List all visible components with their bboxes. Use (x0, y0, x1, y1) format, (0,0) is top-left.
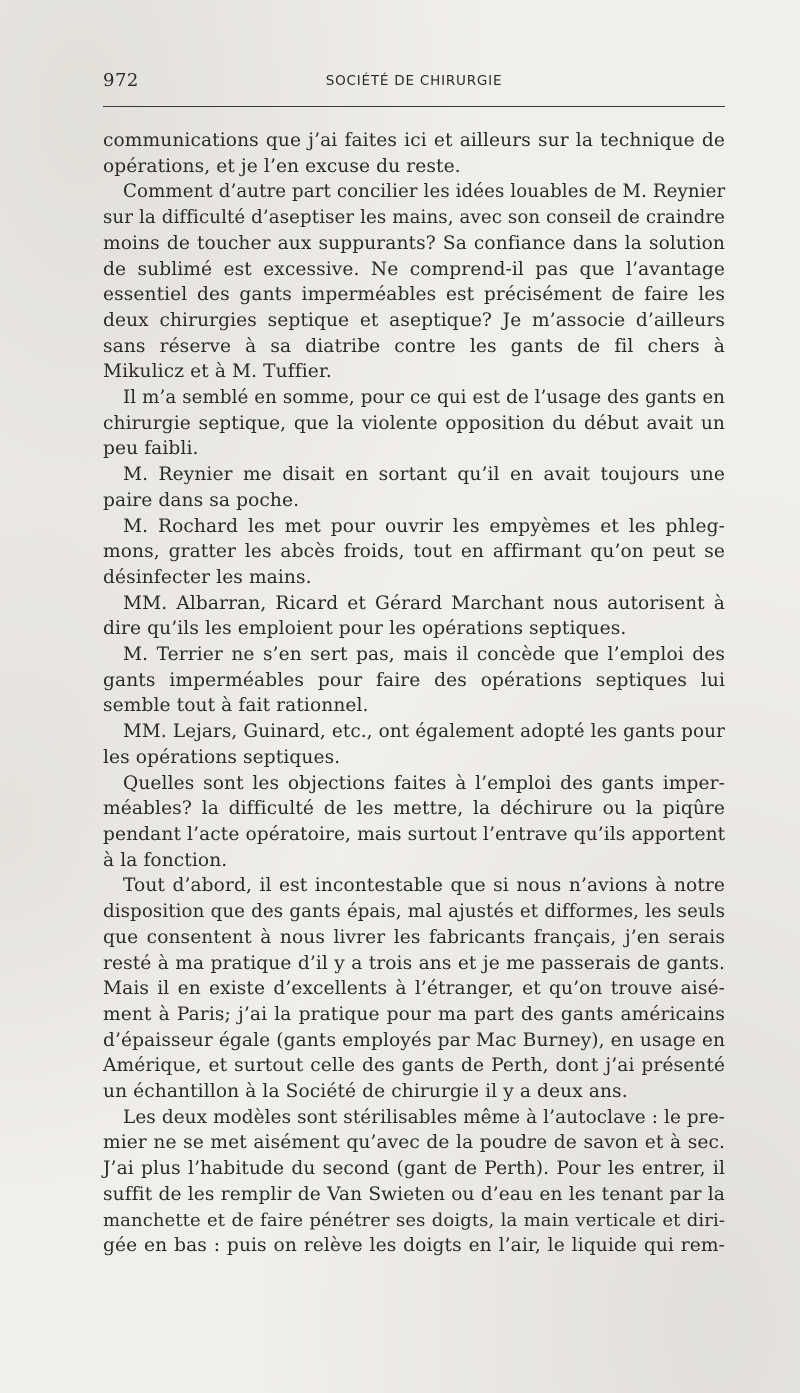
text-line: J’ai plus l’habitude du second (gant de Perth). Pour les entrer, il (103, 1158, 725, 1180)
text-line: M. Terrier ne s’en sert pas, mais il concède que l’emploi des (123, 644, 725, 666)
text-line: mier ne se met aisément qu’avec de la poudre de savon et à sec. (103, 1132, 725, 1154)
text-line: resté à ma pratique d’il y a trois ans et je me passerais de gants. (103, 952, 725, 974)
text-line: moins de toucher aux suppurants? Sa confiance dans la solution (103, 232, 725, 254)
text-line: Comment d’autre part concilier les idées louables de M. Reynier (123, 181, 726, 203)
text-line: un échantillon à la Société de chirurgie il y a deux ans. (103, 1081, 628, 1103)
text-line: deux chirurgies septique et aseptique? Je m’associe d’ailleurs (103, 309, 725, 331)
page-number: 972 (103, 70, 139, 91)
text-line: Mikulicz et à M. Tuffier. (103, 361, 332, 383)
text-line: communications que j’ai faites ici et ailleurs sur la technique de (103, 130, 725, 151)
text-line: de sublimé est excessive. Ne comprend-il pas que l’avantage (103, 258, 725, 280)
text-line: M. Rochard les met pour ouvrir les empyèmes et les phleg- (123, 515, 725, 537)
text-line: pendant l’acte opératoire, mais surtout l’entrave qu’ils apportent (103, 823, 726, 845)
text-line: essentiel des gants imperméables est précisément de faire les (103, 284, 725, 306)
text-line: à la fonction. (103, 849, 228, 871)
body-text (103, 128, 725, 1259)
text-line: méables? la difficulté de les mettre, la déchirure ou la piqûre (103, 798, 725, 820)
text-line: mons, gratter les abcès froids, tout en affirmant qu’on peut se (103, 541, 725, 563)
text-line: chirurgie septique, que la violente opposition du début avait un (103, 412, 725, 434)
text-line: dire qu’ils les emploient pour les opérations septiques. (103, 618, 627, 640)
text-line: paire dans sa poche. (103, 489, 300, 511)
text-line: MM. Lejars, Guinard, etc., ont également adopté les gants pour (123, 721, 725, 743)
page-header (103, 62, 725, 96)
text-line: sur la difficulté d’aseptiser les mains, avec son conseil de craindre (103, 207, 725, 229)
text-line: d’épaisseur égale (gants employés par Mac Burney), en usage en (103, 1029, 726, 1051)
text-line: Tout d’abord, il est incontestable que si nous n’avions à notre (123, 875, 725, 897)
text-line: Il m’a semblé en somme, pour ce qui est de l’usage des gants en (123, 387, 725, 409)
text-line: Amérique, et surtout celle des gants de Perth, dont j’ai présenté (103, 1055, 725, 1077)
running-title: SOCIÉTÉ DE CHIRURGIE (325, 73, 503, 89)
text-line: MM. Albarran, Ricard et Gérard Marchant nous autorisent à (123, 592, 725, 614)
text-line: désinfecter les mains. (103, 566, 312, 588)
header-rule (103, 106, 725, 107)
text-line: ment à Paris; j’ai la pratique pour ma part des gants américains (103, 1003, 725, 1025)
text-line: disposition que des gants épais, mal ajustés et difformes, les seuls (103, 901, 725, 923)
text-line: Quelles sont les objections faites à l’emploi des gants imper- (123, 772, 725, 794)
text-line: semble tout à fait rationnel. (103, 695, 369, 717)
text-line: sans réserve à sa diatribe contre les gants de fil chers à (103, 335, 725, 357)
text-line: que consentent à nous livrer les fabricants français, j’en serais (103, 926, 725, 948)
text-line: les opérations septiques. (103, 746, 341, 768)
text-line: M. Reynier me disait en sortant qu’il en avait toujours une (123, 464, 725, 486)
text-line: suffit de les remplir de Van Swieten ou d’eau en les tenant par la (103, 1183, 725, 1205)
text-line: gée en bas : puis on relève les doigts en l’air, le liquide qui rem- (103, 1235, 725, 1257)
text-line: manchette et de faire pénétrer ses doigts, la main verticale et diri- (103, 1209, 725, 1231)
text-line: Les deux modèles sont stérilisables même à l’autoclave : le pre- (123, 1106, 725, 1128)
document-page (103, 62, 726, 1257)
text-line: peu faibli. (103, 438, 199, 460)
text-line: gants imperméables pour faire des opérations septiques lui (103, 669, 725, 691)
text-line: Mais il en existe d’excellents à l’étranger, et qu’on trouve aisé- (103, 978, 725, 1000)
text-line: opérations, et je l’en excuse du reste. (103, 155, 461, 177)
